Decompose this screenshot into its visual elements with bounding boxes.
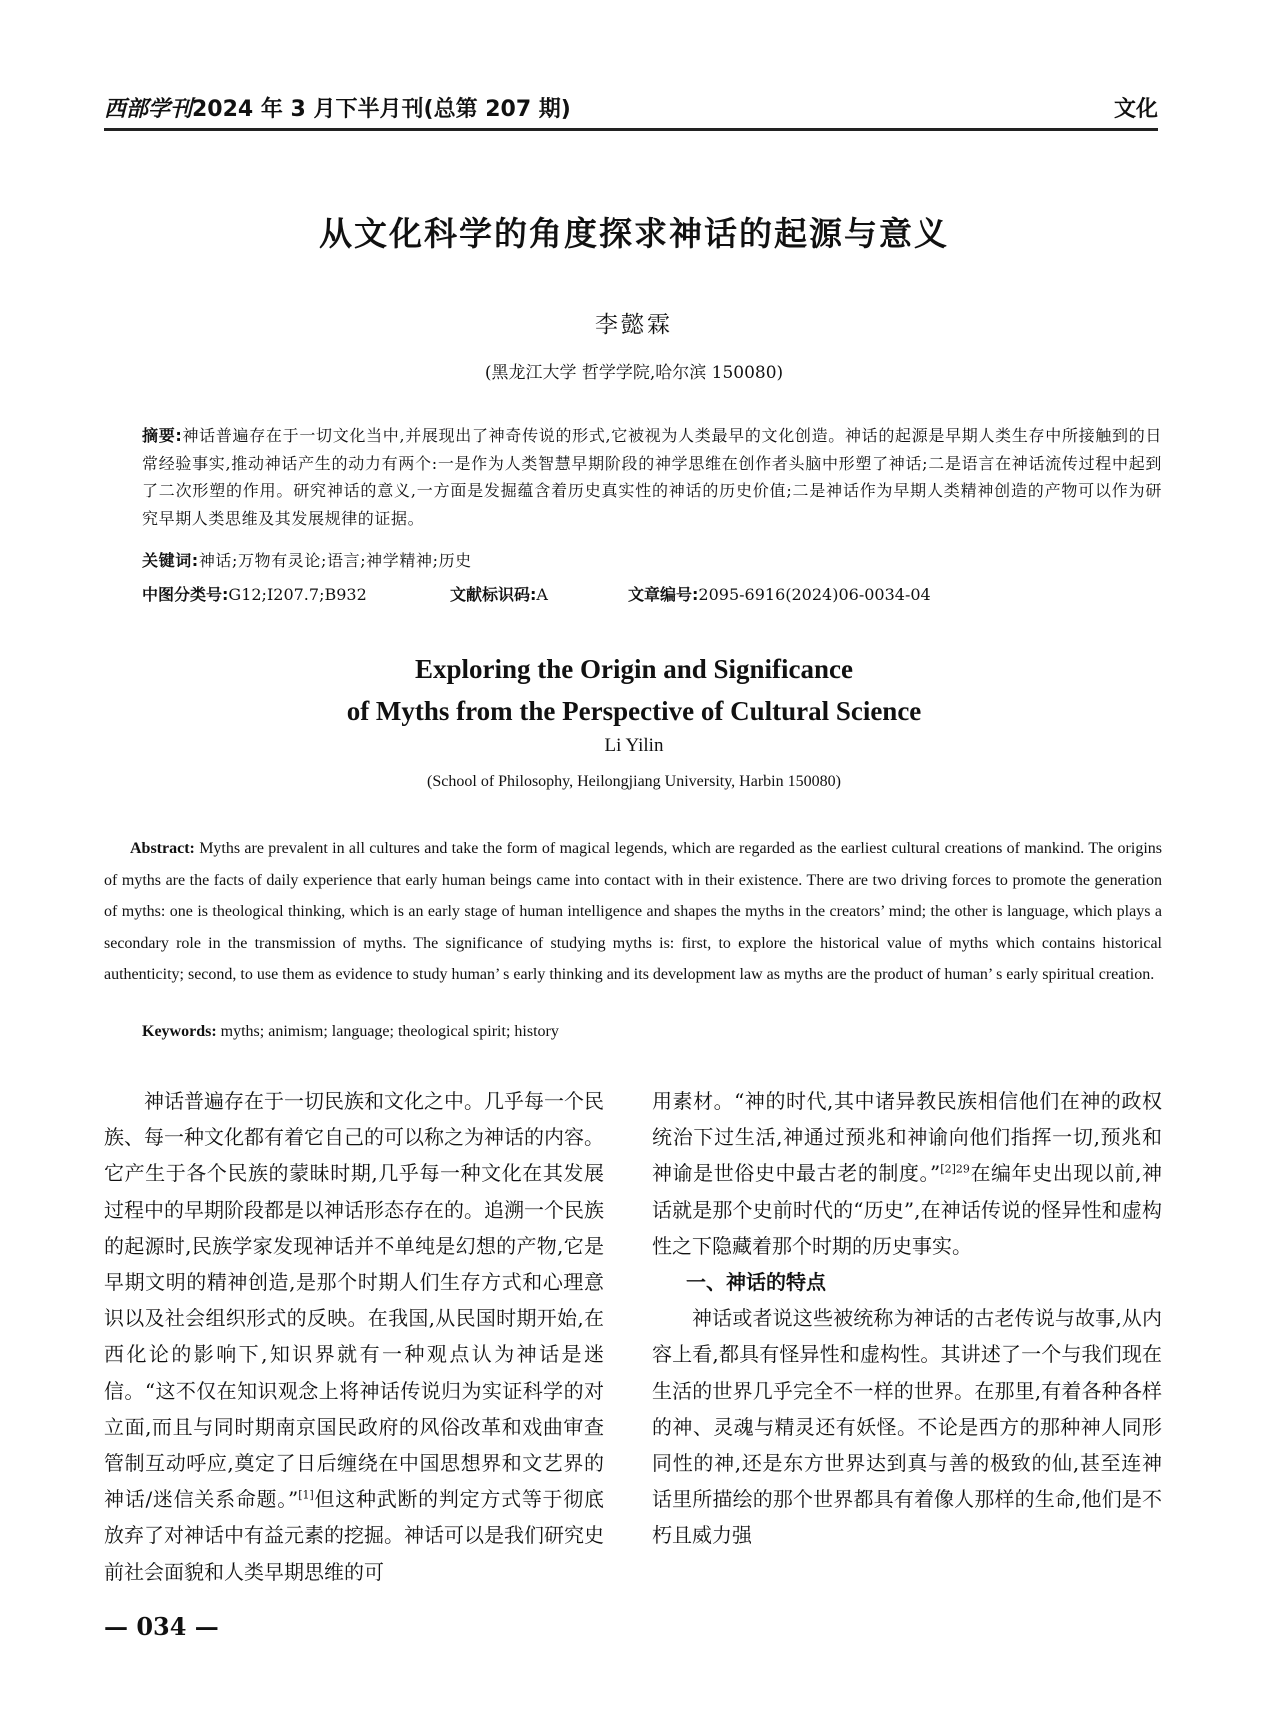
affiliation-english: (School of Philosophy, Heilongjiang University, Harbin 150080): [427, 773, 841, 790]
keywords-english-text: myths; animism; language; theological spirit; history: [220, 1023, 559, 1040]
article-number: [628, 582, 931, 605]
citation-ref: [1]: [298, 1488, 314, 1502]
abstract-chinese: [142, 422, 1162, 532]
citation-ref: [2]29: [940, 1162, 970, 1176]
abstract-english-label: Abstract:: [130, 840, 195, 857]
article-number-value: 2095-6916(2024)06-0034-04: [698, 585, 931, 604]
abstract-english-text: Myths are prevalent in all cultures and take the form of magical legends, which are regarded as the earliest cultural creations of mankind. The origins of myths are the facts of daily experience that early human beings came into contact with in their existence. There are two driving forces to promote the generation of myths: one is theological thinking, which is an early stage of human intelligence and shapes the myths in the creators’ mind; the other is language, which plays a secondary role in the transmission of myths. The significance of studying myths is: first, to explore the historical value of myths which contains historical authenticity; second, to use them as evidence to study human’ s early thinking and its development law as myths are the product of human’ s early spiritual creation.: [104, 840, 1162, 984]
article-number-label: 文章编号:: [628, 585, 699, 604]
page-number: — 034 —: [104, 1612, 219, 1641]
abstract-english: [104, 833, 1162, 991]
clc-number: [142, 582, 367, 605]
document-code-value: A: [536, 585, 548, 604]
title-english-line-2: of Myths from the Perspective of Cultural Science: [346, 696, 922, 726]
section-name: 文化: [1113, 97, 1158, 122]
issue-info: 2024 年 3 月下半月刊(总第 207 期): [192, 97, 571, 122]
keywords-chinese-text: 神话;万物有灵论;语言;神学精神;历史: [198, 551, 472, 570]
body-column-right: [652, 1083, 1162, 1554]
clc-value: G12;I207.7;B932: [228, 585, 367, 604]
title-english-line-1: Exploring the Origin and Significance: [414, 654, 854, 684]
keywords-chinese-label: 关键词:: [142, 551, 199, 570]
clc-label: 中图分类号:: [142, 585, 229, 604]
title-english: [0, 648, 1268, 732]
keywords-chinese: [142, 548, 472, 571]
body-text: 用素材。“神的时代,其中诸异教民族相信他们在神的政权统治下过生活,神通过预兆和神谕向他们指挥一切,预兆和神谕是世俗史中最古老的制度。”: [652, 1089, 1162, 1186]
abstract-chinese-label: 摘要:: [142, 426, 183, 445]
body-column-left: [104, 1083, 604, 1590]
body-paragraph: [652, 1083, 1162, 1264]
body-paragraph: 神话或者说这些被统称为神话的古老传说与故事,从内容上看,都具有怪异性和虚构性。其讲述了一个与我们现在生活的世界几乎完全不一样的世界。在那里,有着各种各样的神、灵魂与精灵还有妖怪。不论是西方的那种神人同形同性的神,还是东方世界达到真与善的极致的仙,甚至连神话里所描绘的那个世界都具有着像人那样的生命,他们是不朽且威力强: [652, 1306, 1162, 1548]
title-chinese: 从文化科学的角度探求神话的起源与意义: [319, 214, 949, 253]
author-english: Li Yilin: [604, 735, 664, 756]
keywords-english-label: Keywords:: [142, 1023, 217, 1040]
keywords-english: [142, 1023, 559, 1041]
running-header: [104, 88, 1158, 131]
body-text: 神话普遍存在于一切民族和文化之中。几乎每一个民族、每一种文化都有着它自己的可以称之为神话的内容。它产生于各个民族的蒙昧时期,几乎每一种文化在其发展过程中的早期阶段都是以神话形态存在的。追溯一个民族的起源时,民族学家发现神话并不单纯是幻想的产物,它是早期文明的精神创造,是那个时期人们生存方式和心理意识以及社会组织形式的反映。在我国,从民国时期开始,在西化论的影响下,知识界就有一种观点认为神话是迷信。“这不仅在知识观念上将神话传说归为实证科学的对立面,而且与同时期南京国民政府的风俗改革和戏曲审查管制互动呼应,奠定了日后缠绕在中国思想界和文艺界的神话/迷信关系命题。”: [104, 1089, 604, 1512]
body-text: 在编年史出现以前,神话就是那个史前时代的“历史”,在神话传说的怪异性和虚构性之下隐藏着那个时期的历史事实。: [652, 1161, 1163, 1258]
abstract-chinese-text: 神话普遍存在于一切文化当中,并展现出了神奇传说的形式,它被视为人类最早的文化创造。神话的起源是早期人类生存中所接触到的日常经验事实,推动神话产生的动力有两个:一是作为人类智慧早期阶段的神学思维在创作者头脑中形塑了神话;二是语言在神话流传过程中起到了二次形塑的作用。研究神话的意义,一方面是发掘蕴含着历史真实性的神话的历史价值;二是神话作为早期人类精神创造的产物可以作为研究早期人类思维及其发展规律的证据。: [142, 426, 1162, 528]
body-text: 但这种武断的判定方式等于彻底放弃了对神话中有益元素的挖掘。神话可以是我们研究史前社会面貌和人类早期思维的可: [104, 1487, 604, 1584]
body-paragraph: [104, 1083, 604, 1590]
section-heading: 一、神话的特点: [686, 1270, 826, 1295]
author-chinese: 李懿霖: [595, 312, 673, 338]
journal-name: 西部学刊: [104, 96, 193, 122]
document-code-label: 文献标识码:: [450, 585, 537, 604]
document-code: [450, 582, 548, 605]
affiliation-chinese: (黑龙江大学 哲学学院,哈尔滨 150080): [484, 363, 784, 383]
